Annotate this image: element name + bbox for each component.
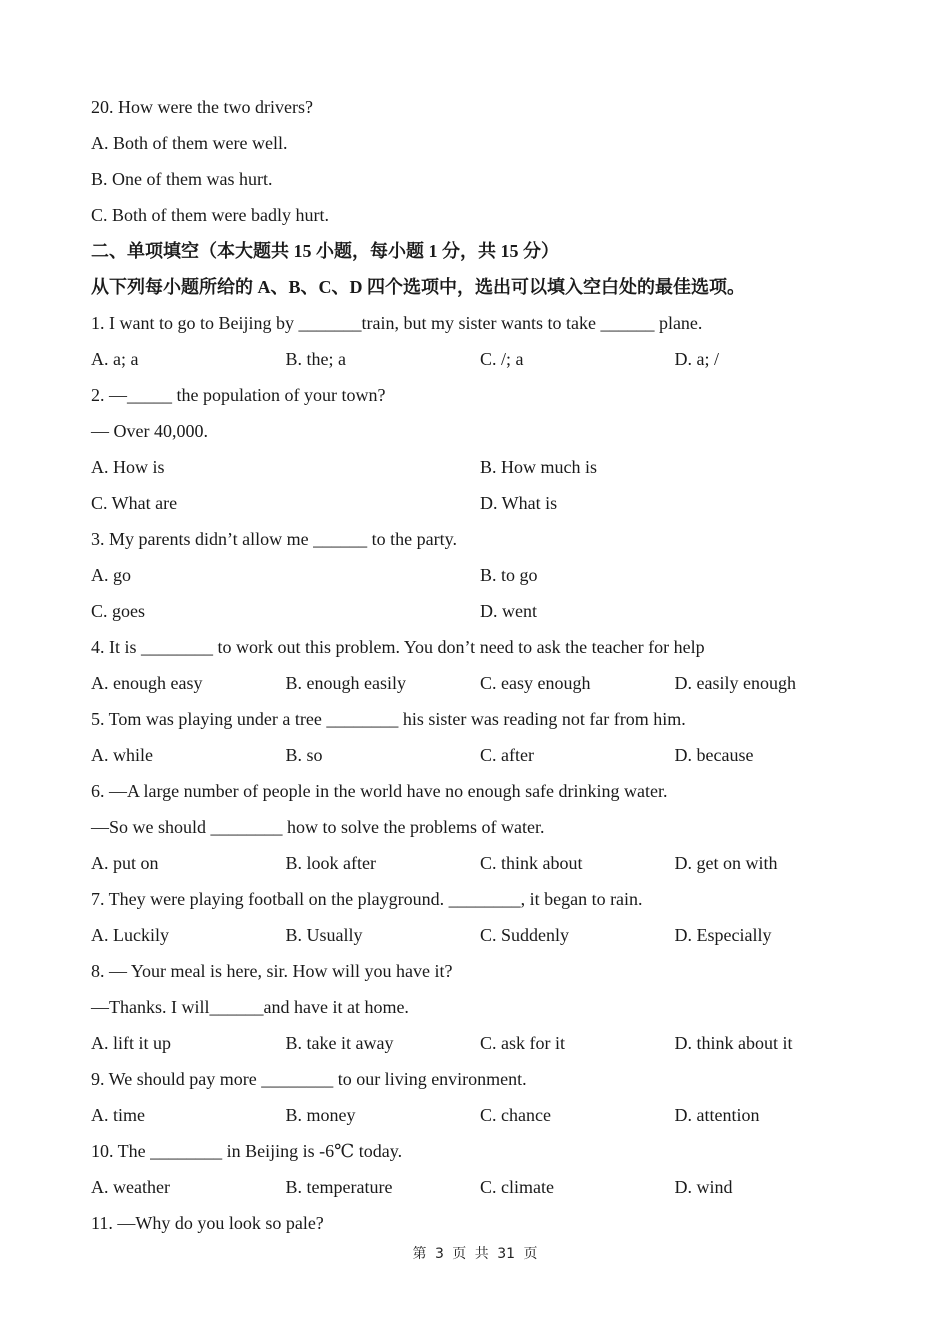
option-b: B. so [285, 745, 323, 765]
option-d: D. think about it [674, 1033, 793, 1053]
question-10-stem: 10. The ________ in Beijing is -6℃ today. [91, 1141, 403, 1161]
option-c: C. think about [480, 853, 583, 873]
question-1-stem: 1. I want to go to Beijing by _______train, but my sister wants to take ______ plane. [91, 313, 703, 333]
option-c: C. easy enough [480, 673, 591, 693]
question-20-option-c: C. Both of them were badly hurt. [91, 205, 329, 225]
question-6-stem: 6. —A large number of people in the world have no enough safe drinking water. [91, 781, 668, 801]
option-b: B. enough easily [285, 673, 406, 693]
page-content [91, 89, 871, 1241]
option-d: D. went [480, 601, 537, 621]
question-2-options-row-1 [91, 449, 871, 485]
question-1-options [91, 341, 871, 377]
option-a: A. put on [91, 853, 159, 873]
option-d: D. Especially [674, 925, 772, 945]
option-a: A. a; a [91, 349, 139, 369]
question-20-option-a: A. Both of them were well. [91, 133, 288, 153]
option-a: A. enough easy [91, 673, 203, 693]
option-b: B. the; a [285, 349, 346, 369]
option-c: C. /; a [480, 349, 524, 369]
question-3-options-row-2 [91, 593, 871, 629]
question-2-stem: 2. —_____ the population of your town? [91, 385, 386, 405]
option-d: D. a; / [674, 349, 719, 369]
question-20-stem: 20. How were the two drivers? [91, 97, 313, 117]
question-7-stem: 7. They were playing football on the playground. ________, it began to rain. [91, 889, 643, 909]
option-a: A. weather [91, 1177, 170, 1197]
option-d: D. What is [480, 493, 558, 513]
option-a: A. Luckily [91, 925, 169, 945]
option-c: C. chance [480, 1105, 551, 1125]
option-a: A. How is [91, 457, 165, 477]
question-5-stem: 5. Tom was playing under a tree ________ his sister was reading not far from him. [91, 709, 686, 729]
question-8-stem: 8. — Your meal is here, sir. How will you have it? [91, 961, 453, 981]
option-b: B. look after [285, 853, 376, 873]
question-2-reply: — Over 40,000. [91, 421, 208, 441]
option-d: D. attention [674, 1105, 760, 1125]
question-3-options-row-1 [91, 557, 871, 593]
section-instruction: 从下列每小题所给的 A、B、C、D 四个选项中，选出可以填入空白处的最佳选项。 [91, 277, 745, 297]
option-d: D. because [674, 745, 754, 765]
question-4-stem: 4. It is ________ to work out this problem. You don’t need to ask the teacher for help [91, 637, 705, 657]
option-a: A. time [91, 1105, 145, 1125]
question-11-stem: 11. —Why do you look so pale? [91, 1213, 324, 1233]
question-6-options [91, 845, 871, 881]
option-a: A. lift it up [91, 1033, 171, 1053]
option-b: B. to go [480, 565, 538, 585]
option-b: B. temperature [285, 1177, 393, 1197]
option-c: C. What are [91, 493, 178, 513]
option-a: A. go [91, 565, 131, 585]
question-10-options [91, 1169, 871, 1205]
option-c: C. Suddenly [480, 925, 570, 945]
option-d: D. get on with [674, 853, 778, 873]
question-6-reply: —So we should ________ how to solve the problems of water. [91, 817, 545, 837]
question-20-option-b: B. One of them was hurt. [91, 169, 273, 189]
question-8-options [91, 1025, 871, 1061]
option-c: C. climate [480, 1177, 554, 1197]
option-c: C. ask for it [480, 1033, 565, 1053]
option-c: C. goes [91, 601, 145, 621]
question-2-options-row-2 [91, 485, 871, 521]
section-heading: 二、单项填空（本大题共 15 小题，每小题 1 分，共 15 分） [91, 241, 559, 261]
option-b: B. Usually [285, 925, 363, 945]
option-b: B. take it away [285, 1033, 394, 1053]
question-9-options [91, 1097, 871, 1133]
question-9-stem: 9. We should pay more ________ to our living environment. [91, 1069, 527, 1089]
option-d: D. wind [674, 1177, 733, 1197]
option-a: A. while [91, 745, 153, 765]
question-7-options [91, 917, 871, 953]
question-8-reply: —Thanks. I will______and have it at home. [91, 997, 409, 1017]
option-b: B. money [285, 1105, 356, 1125]
question-3-stem: 3. My parents didn’t allow me ______ to the party. [91, 529, 457, 549]
question-5-options [91, 737, 871, 773]
option-d: D. easily enough [674, 673, 796, 693]
page-number-footer: 第 3 页 共 31 页 [412, 1246, 538, 1262]
option-c: C. after [480, 745, 534, 765]
question-4-options [91, 665, 871, 701]
option-b: B. How much is [480, 457, 597, 477]
